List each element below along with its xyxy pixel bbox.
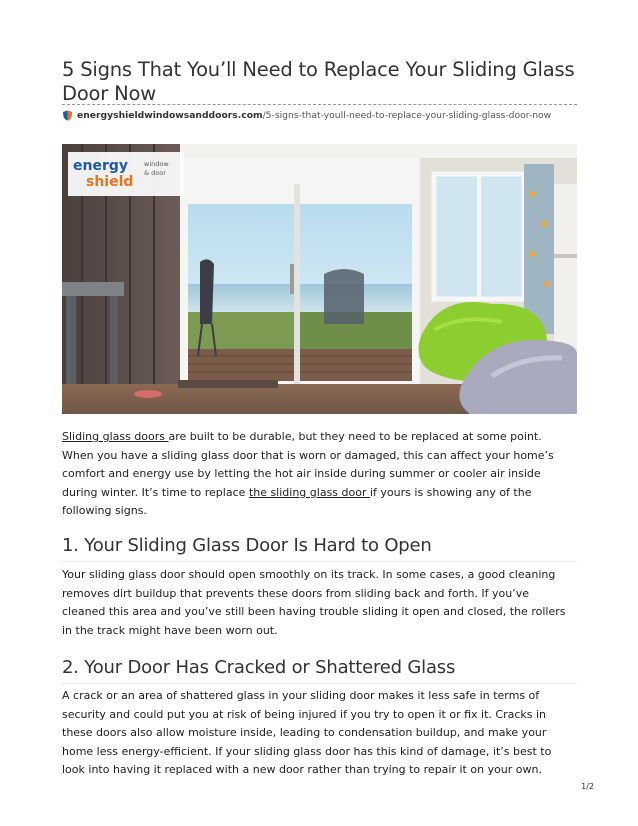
intro-text-1: are built to be durable, but they need to be replaced at some point. When you have a sliding glass door that is worn or damaged, this can affect your home’s comfort and energy use by letting the hot air inside during summer or cooler air inside during winter. It’s time to replace xyxy=(62,430,554,499)
page-number: 1/2 xyxy=(581,782,594,791)
source-domain[interactable]: energyshieldwindowsanddoors.com xyxy=(77,110,263,121)
the-sliding-glass-door-link[interactable]: the sliding glass door xyxy=(248,485,370,499)
logo-side-door: & door xyxy=(144,169,166,177)
title-divider xyxy=(62,104,577,105)
logo-word-energy: energy xyxy=(73,158,129,174)
section-1-body: Your sliding glass door should open smoothly on its track. In some cases, a good cleaning removes dirt buildup that prevents these doors from sliding back and forth. If you’ve cleaned this area and you’ve still been having trouble sliding it open and closed, the rollers in the track might have been worn out. xyxy=(62,568,566,637)
intro-paragraph xyxy=(62,428,567,521)
shield-favicon-icon xyxy=(62,110,73,121)
logo-word-shield: shield xyxy=(86,174,134,190)
intro-text-2: if yours is showing any of the following signs. xyxy=(62,485,532,517)
source-path[interactable]: /5-signs-that-youll-need-to-replace-your-sliding-glass-door-now xyxy=(262,110,552,121)
logo-side-window: window xyxy=(144,160,169,168)
sliding-door-photo xyxy=(62,144,577,414)
article-title: 5 Signs That You’ll Need to Replace Your Sliding Glass Door Now xyxy=(62,58,575,105)
hero-photo xyxy=(62,144,577,414)
section-2-heading: 2. Your Door Has Cracked or Shattered Glass xyxy=(62,657,577,684)
sliding-glass-doors-link[interactable]: Sliding glass doors xyxy=(62,430,169,443)
source-url[interactable] xyxy=(62,110,577,121)
section-2-body: A crack or an area of shattered glass in your sliding door makes it less safe in terms of security and could put you at risk of being injured if you try to open it or fix it. Cracks in these doors also allow moisture inside, leading to condensation buildup, and make your home less energy-efficient. If your sliding glass door has this kind of damage, it’s best to look into having it replaced with a new door rather than trying to repair it on your own. xyxy=(62,689,552,776)
section-1-heading: 1. Your Sliding Glass Door Is Hard to Open xyxy=(62,535,577,562)
